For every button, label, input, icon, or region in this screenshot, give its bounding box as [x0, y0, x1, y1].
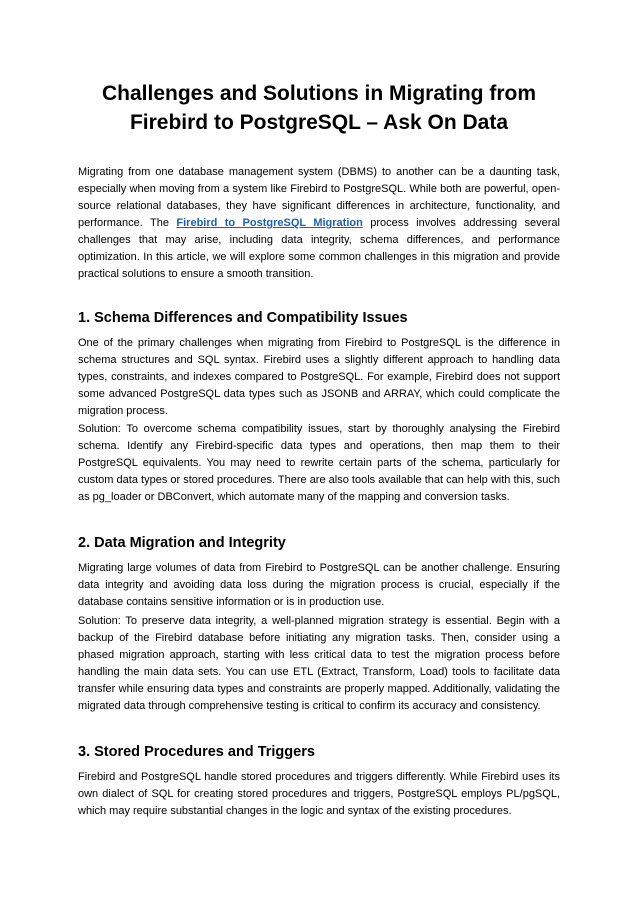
section-3-paragraph-1: Firebird and PostgreSQL handle stored procedures and triggers differently. While Firebird uses its own dialect of SQL for creating stored procedures and triggers, PostgreSQL employs PL/pgSQL, which may require substantial changes in the logic and syntax of the existing procedures. [78, 771, 560, 817]
section-1-paragraph-1: One of the primary challenges when migrating from Firebird to PostgreSQL is the difference in schema structures and SQL syntax. Firebird uses a slightly different approach to handling data types, constraints, and indexes compared to PostgreSQL. For example, Firebird does not support some advanced PostgreSQL data types such as JSONB and ARRAY, which could complicate the migration process. [78, 337, 560, 417]
intro-text-after-link: process involves addressing several challenges that may arise, including data integrity, schema differences, and performance optimization. In this article, we will explore some common challenges in this migration and provide practical solutions to ensure a smooth transition. [78, 217, 560, 280]
section-2-paragraph-1: Migrating large volumes of data from Firebird to PostgreSQL can be another challenge. Ensuring data integrity and avoiding data loss during the migration process is crucial, especially if the database contains sensitive information or is in production use. [78, 562, 560, 608]
firebird-to-postgresql-migration-link[interactable]: Firebird to PostgreSQL Migration [176, 217, 363, 229]
page-title: Challenges and Solutions in Migrating from Firebird to PostgreSQL – Ask On Data [101, 82, 537, 134]
section-2-paragraph-2: Solution: To preserve data integrity, a well-planned migration strategy is essential. Begin with a backup of the Firebird database before initiating any migration tasks. Then, consider using a phased migration approach, starting with less critical data to test the migration process before handling the main data sets. You can use ETL (Extract, Transform, Load) tools to facilitate data transfer while ensuring data types and constraints are properly mapped. Additionally, validating the migrated data through comprehensive testing is critical to confirm its accuracy and consistency. [78, 615, 560, 712]
section-1-heading: 1. Schema Differences and Compatibility Issues [78, 310, 408, 326]
section-1-paragraph-2: Solution: To overcome schema compatibility issues, start by thoroughly analysing the Firebird schema. Identify any Firebird-specific data types and operations, then map them to their PostgreSQL equivalents. You may need to rewrite certain parts of the schema, particularly for custom data types or stored procedures. There are also tools available that can help with this, such as pg_loader or DBConvert, which automate many of the mapping and conversion tasks. [78, 423, 560, 503]
intro-paragraph [78, 164, 560, 283]
intro-text-before-link: Migrating from one database management system (DBMS) to another can be a daunting task, especially when moving from a system like Firebird to PostgreSQL. While both are powerful, open-source relational databases, they have significant differences in architecture, functionality, and performance. The [78, 166, 560, 229]
section-3-heading: 3. Stored Procedures and Triggers [78, 744, 315, 760]
section-2-heading: 2. Data Migration and Integrity [78, 535, 286, 551]
